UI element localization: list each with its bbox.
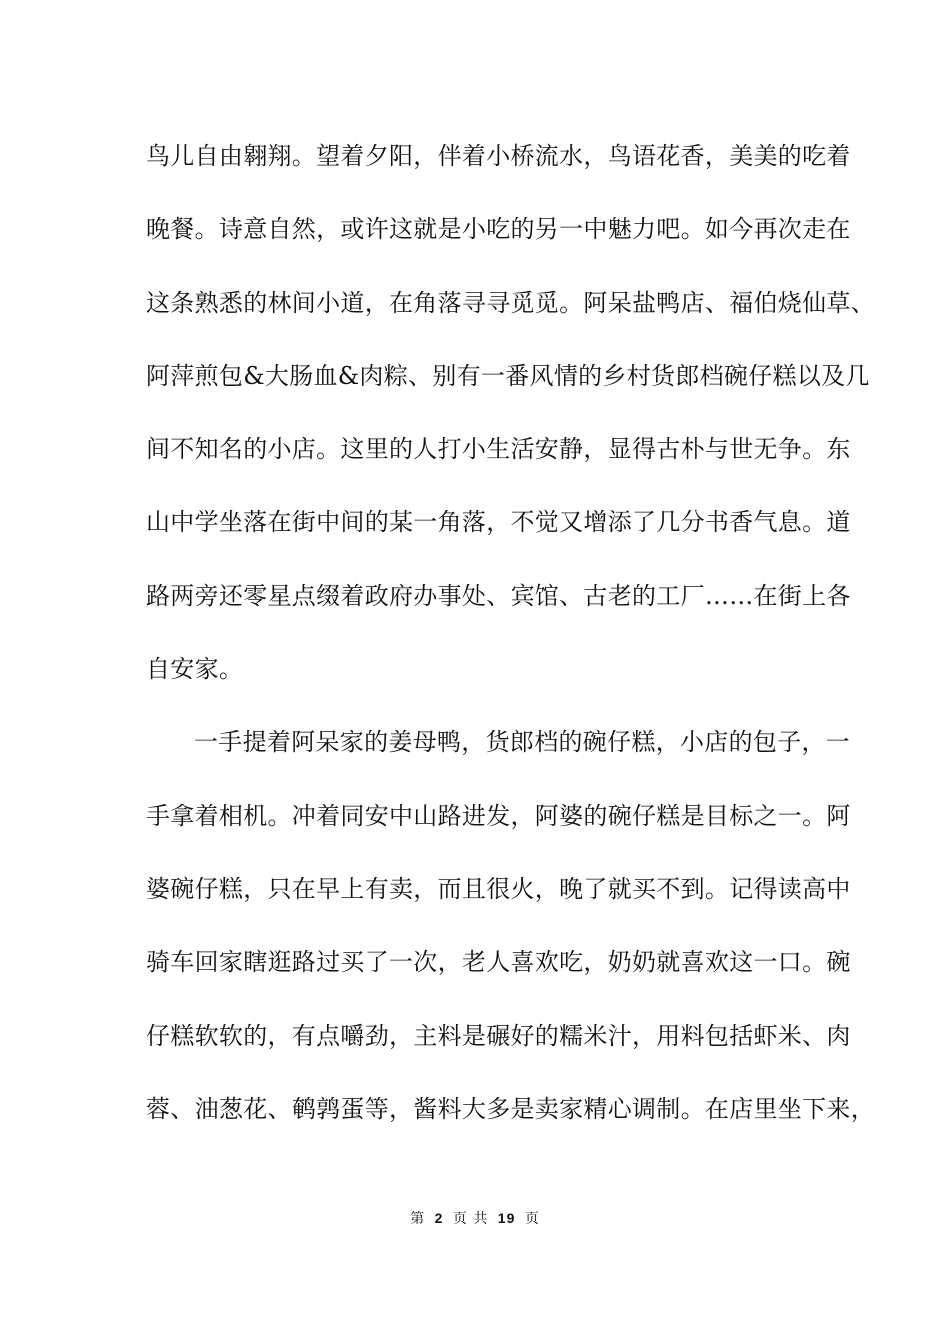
text-line: 这条熟悉的林间小道，在角落寻寻觅觅。阿呆盐鸭店、福伯烧仙草、: [146, 288, 875, 317]
text-line: 婆碗仔糕，只在早上有卖，而且很火，晚了就买不到。记得读高中: [146, 874, 851, 903]
text-line: 间不知名的小店。这里的人打小生活安静，显得古朴与世无争。东: [146, 435, 851, 464]
footer-prefix: 第: [410, 1211, 426, 1227]
footer-suffix: 页: [524, 1211, 540, 1227]
text-line: 山中学坐落在街中间的某一角落，不觉又增添了几分书香气息。道: [146, 508, 851, 537]
text-line: 仔糕软软的，有点嚼劲，主料是碾好的糯米汁，用料包括虾米、肉: [146, 1021, 851, 1050]
text-line-paragraph-start: 一手提着阿呆家的姜母鸭，货郎档的碗仔糕，小店的包子，一: [194, 728, 851, 757]
page-footer: [0, 1208, 950, 1228]
text-line: 手拿着相机。冲着同安中山路进发，阿婆的碗仔糕是目标之一。阿: [146, 801, 851, 830]
text-line: 路两旁还零星点缀着政府办事处、宾馆、古老的工厂……在街上各: [146, 581, 851, 610]
total-page-number: 19: [497, 1210, 516, 1226]
text-line: 晚餐。诗意自然，或许这就是小吃的另一中魅力吧。如今再次走在: [146, 215, 851, 244]
footer-middle: 页 共: [452, 1211, 489, 1227]
text-line: 自安家。: [146, 655, 244, 684]
body-text: [146, 131, 875, 1157]
current-page-number: 2: [434, 1210, 444, 1226]
text-line: 鸟儿自由翱翔。望着夕阳，伴着小桥流水，鸟语花香，美美的吃着: [146, 142, 851, 170]
text-line: 蓉、油葱花、鹌鹑蛋等，酱料大多是卖家精心调制。在店里坐下来，: [146, 1094, 875, 1123]
text-line: 骑车回家瞎逛路过买了一次，老人喜欢吃，奶奶就喜欢这一口。碗: [146, 948, 851, 977]
text-line: 阿萍煎包&大肠血&肉粽、别有一番风情的乡村货郎档碗仔糕以及几: [146, 361, 870, 390]
